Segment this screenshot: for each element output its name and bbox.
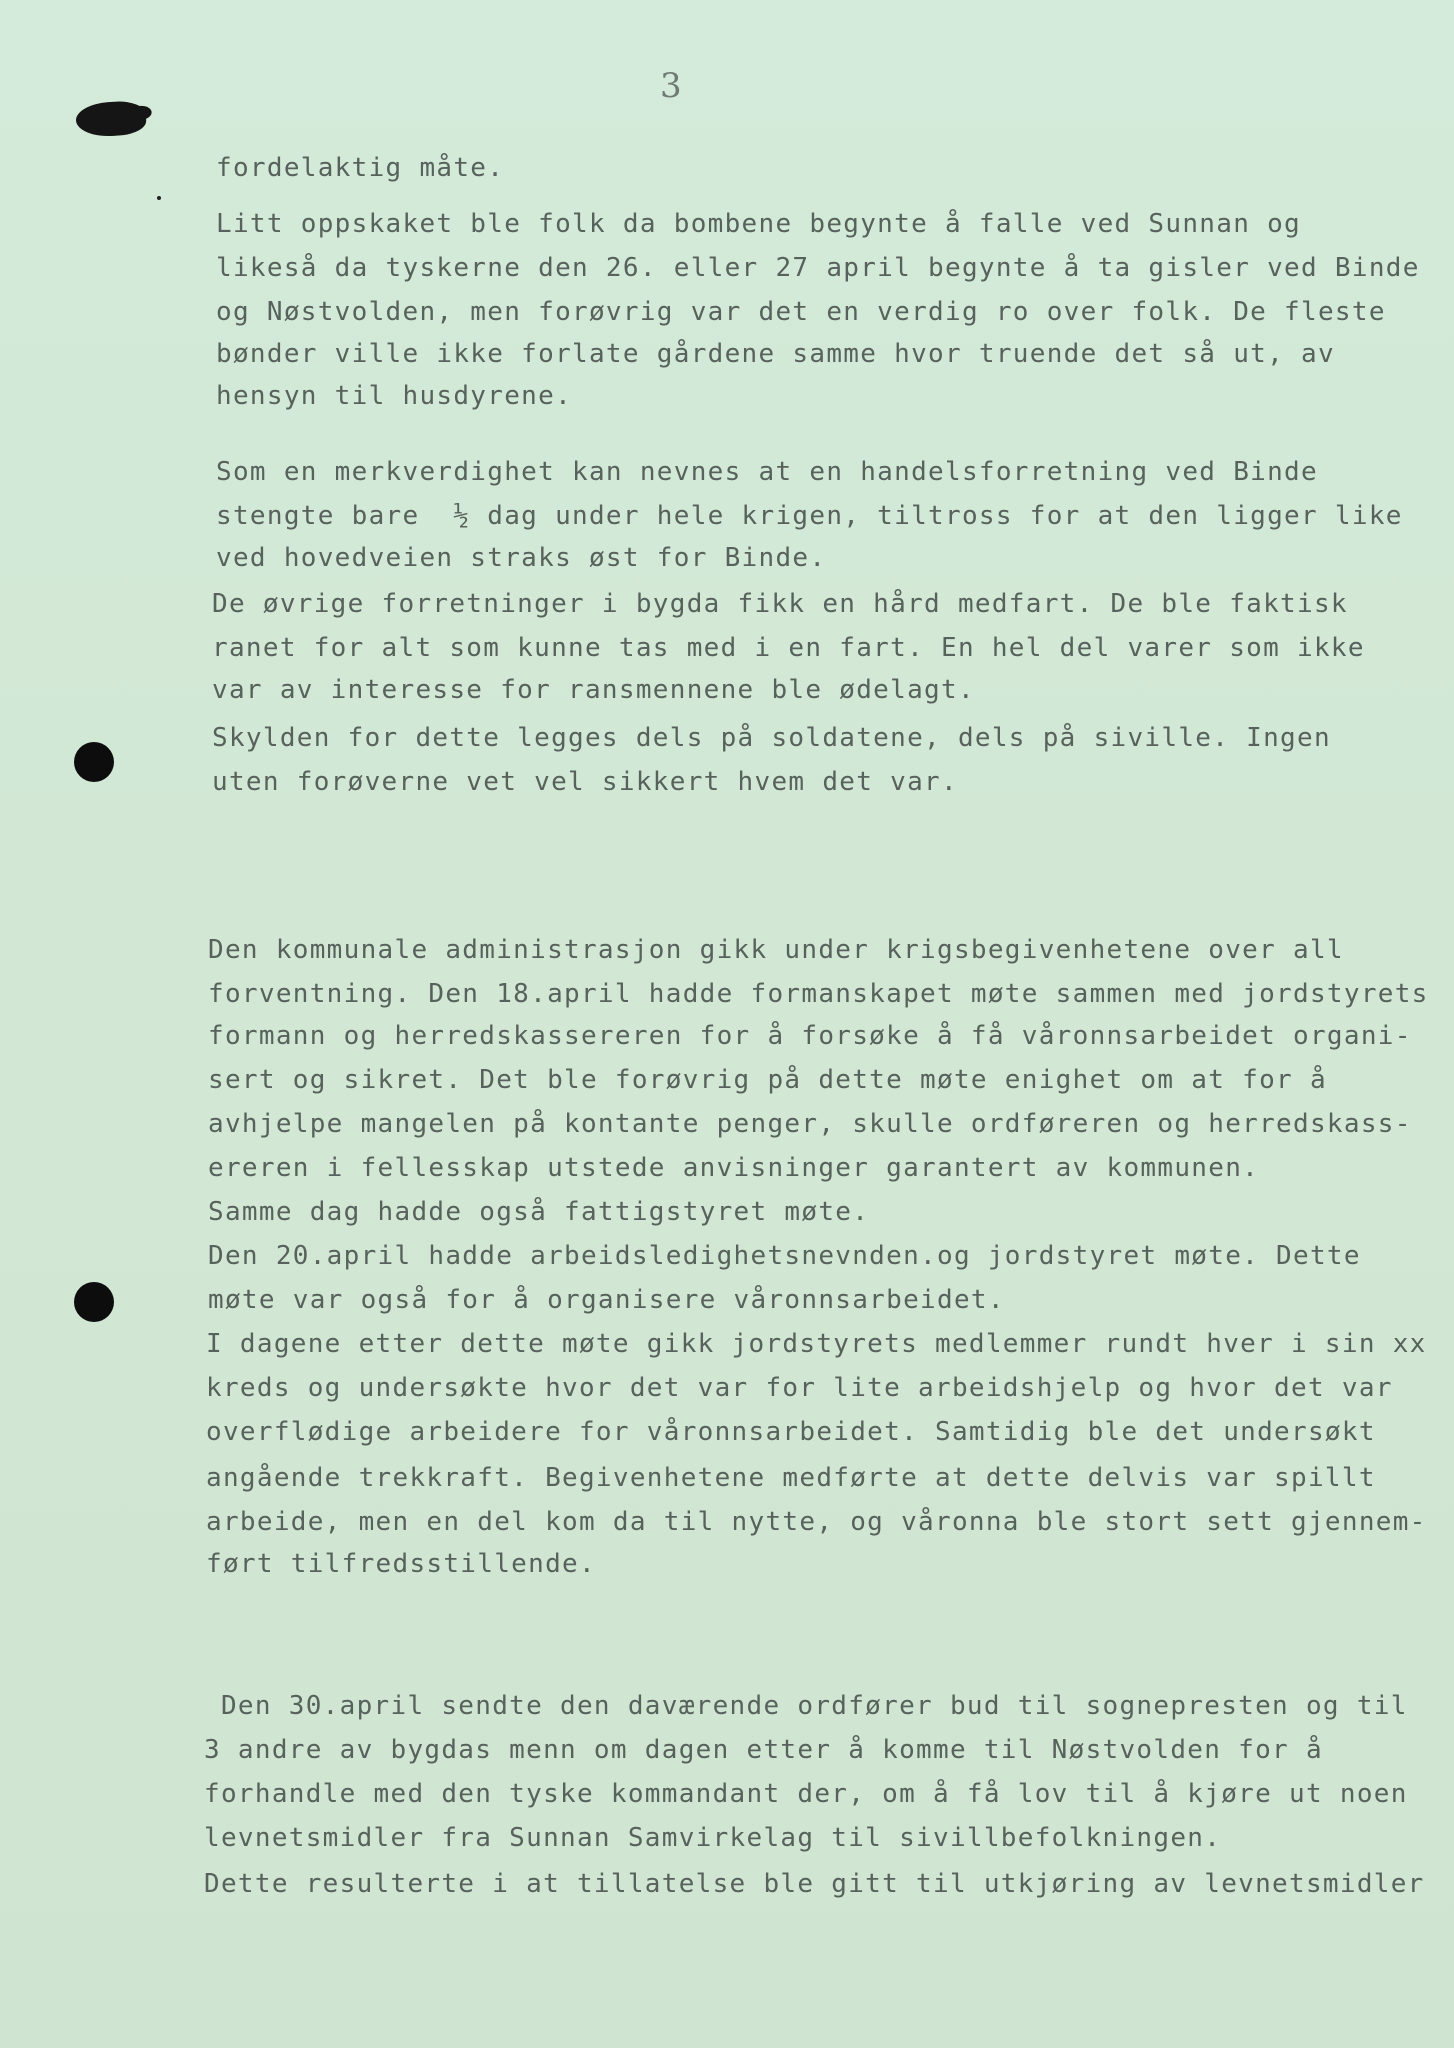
text-line: angående trekkraft. Begivenhetene medførte at dette delvis var spillt [206,1463,1376,1493]
text-line: levnetsmidler fra Sunnan Samvirkelag til sivillbefolkningen. [204,1823,1222,1853]
punch-hole-top [74,742,114,782]
text-line: forhandle med den tyske kommandant der, om å få lov til å kjøre ut noen [204,1779,1408,1809]
text-line: De øvrige forretninger i bygda fikk en hård medfart. De ble faktisk [212,589,1348,619]
text-line: avhjelpe mangelen på kontante penger, skulle ordføreren og herredskass- [208,1109,1412,1139]
text-line: Den kommunale administrasjon gikk under krigsbegivenhetene over all [208,935,1344,965]
text-line: Den 20.april hadde arbeidsledighetsnevnden.og jordstyret møte. Dette [208,1241,1361,1271]
text-line: var av interesse for ransmennene ble ødelagt. [212,675,975,705]
text-line: ved hovedveien straks øst for Binde. [216,543,827,573]
text-line: ført tilfredsstillende. [206,1549,596,1579]
text-line: ranet for alt som kunne tas med i en fart. En hel del varer som ikke [212,633,1365,663]
text-line: Den 30.april sendte den daværende ordfører bud til sognepresten og til [204,1691,1408,1721]
text-line: formann og herredskassereren for å forsøke å få våronnsarbeidet organi- [208,1021,1412,1051]
text-line: I dagene etter dette møte gikk jordstyrets medlemmer rundt hver i sin xx [206,1329,1427,1359]
text-line: stengte bare ½ dag under hele krigen, tiltross for at den ligger like [216,501,1403,531]
text-line: likeså da tyskerne den 26. eller 27 april begynte å ta gisler ved Binde [216,253,1420,283]
text-line: hensyn til husdyrene. [216,381,573,411]
text-line: sert og sikret. Det ble forøvrig på dette møte enighet om at for å [208,1065,1327,1095]
text-line: forventning. Den 18.april hadde formanskapet møte sammen med jordstyrets [208,979,1429,1009]
text-line: Litt oppskaket ble folk da bombene begynte å falle ved Sunnan og [216,209,1302,239]
text-line: Dette resulterte i at tillatelse ble gitt til utkjøring av levnetsmidler [204,1869,1425,1899]
page-number: 3 [660,66,682,106]
text-line: ereren i fellesskap utstede anvisninger garantert av kommunen. [208,1153,1260,1183]
ink-blot [75,100,147,139]
text-line: uten forøverne vet vel sikkert hvem det var. [212,767,958,797]
punch-hole-bottom [74,1282,114,1322]
text-line: møte var også for å organisere våronnsarbeidet. [208,1285,1005,1315]
text-line: bønder ville ikke forlate gårdene samme hvor truende det så ut, av [216,339,1335,369]
text-line: Som en merkverdighet kan nevnes at en handelsforretning ved Binde [216,457,1318,487]
text-line: fordelaktig måte. [216,153,505,183]
text-line: kreds og undersøkte hvor det var for lite arbeidshjelp og hvor det var [206,1373,1393,1403]
text-line: arbeide, men en del kom da til nytte, og våronna ble stort sett gjennem- [206,1507,1427,1537]
text-line: overflødige arbeidere for våronnsarbeidet. Samtidig ble det undersøkt [206,1417,1376,1447]
text-line: 3 andre av bygdas menn om dagen etter å komme til Nøstvolden for å [204,1735,1323,1765]
ink-speck [157,196,161,200]
text-line: Skylden for dette legges dels på soldatene, dels på siville. Ingen [212,723,1331,753]
text-line: og Nøstvolden, men forøvrig var det en verdig ro over folk. De fleste [216,297,1386,327]
text-line: Samme dag hadde også fattigstyret møte. [208,1197,870,1227]
